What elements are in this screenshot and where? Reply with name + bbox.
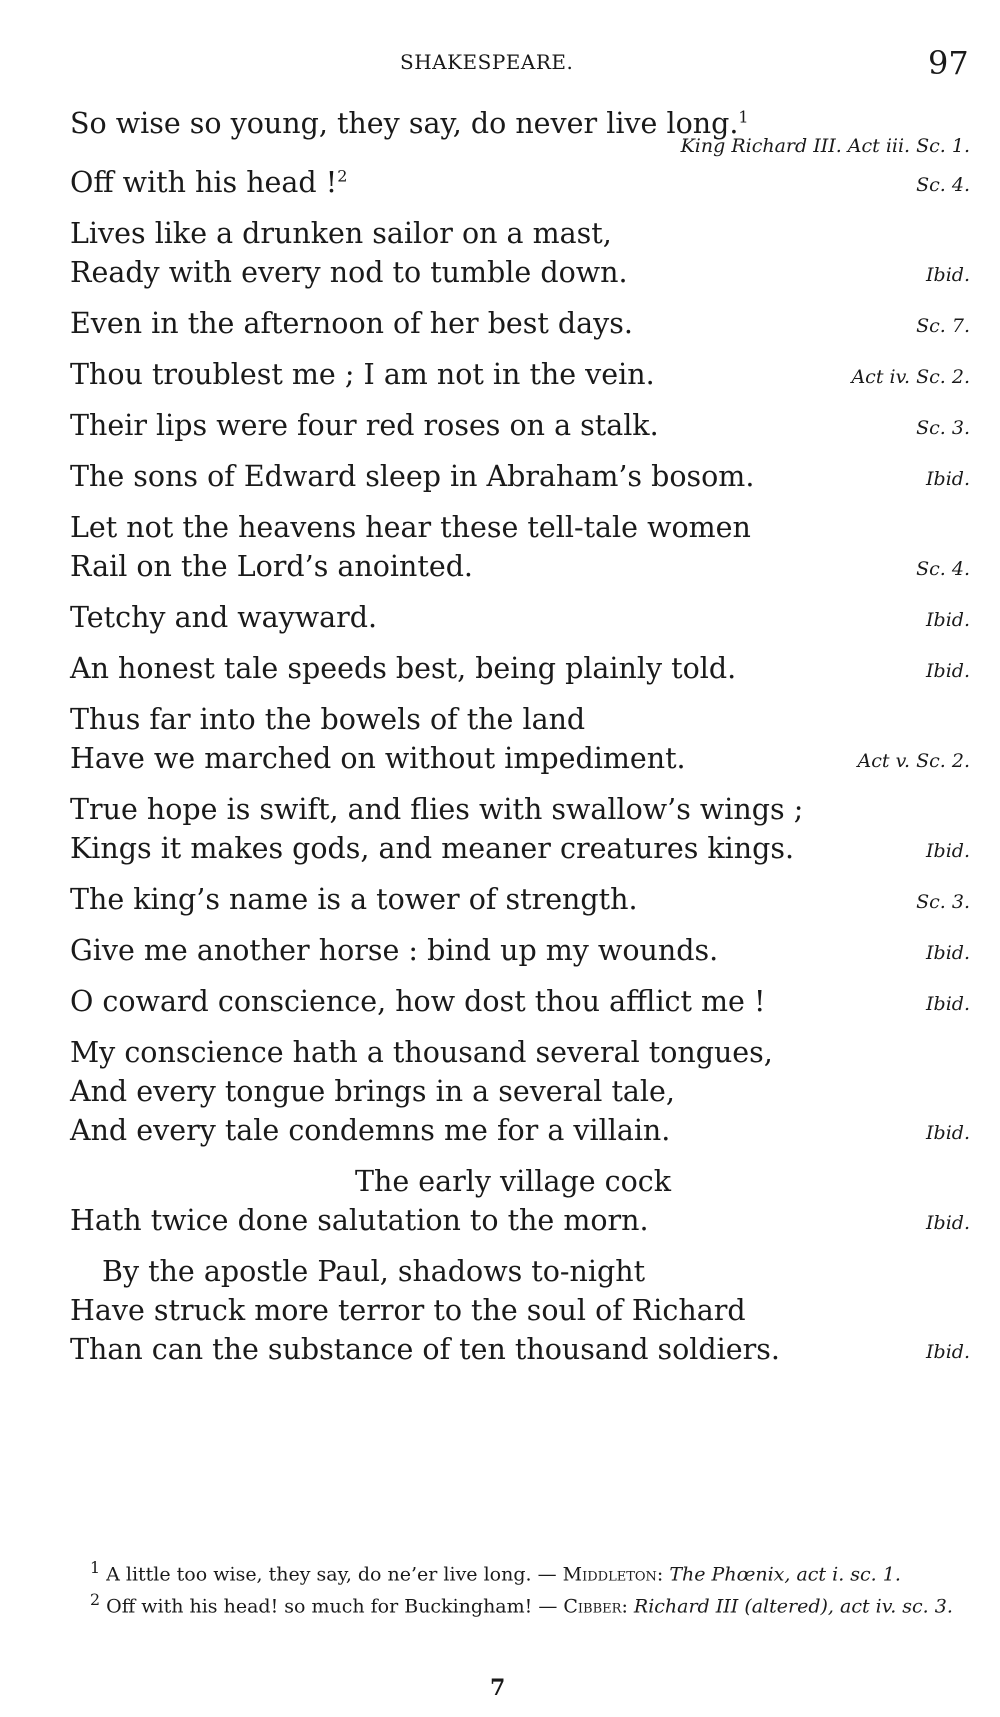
footnote-text: Off with his head! so much for Buckingham! — bbox=[106, 1595, 558, 1618]
quote-line: Even in the afternoon of her best days. bbox=[70, 307, 633, 340]
quote-entry bbox=[70, 880, 970, 919]
footnote: $^1$ A little too wise, they say, do ne’er live long. — Middleton: The Phœnix, act i. sc. 1. bbox=[90, 1558, 901, 1586]
quote-line: Their lips were four red roses on a stalk. bbox=[70, 409, 659, 442]
quote-line: The early village cock bbox=[355, 1165, 672, 1198]
quote-line: And every tale condemns me for a villain. bbox=[70, 1114, 671, 1147]
quote-source: King Richard III. Act iii. Sc. 1. bbox=[680, 135, 970, 157]
quote-source: Sc. 7. bbox=[916, 315, 970, 337]
quote-line: By the apostle Paul, shadows to-night bbox=[102, 1255, 646, 1288]
quote-entry bbox=[70, 304, 970, 343]
quote-entry bbox=[70, 355, 970, 394]
footnote-ref: 2 bbox=[337, 166, 348, 186]
quote-entry bbox=[70, 1033, 970, 1150]
quote-entry bbox=[70, 931, 970, 970]
quote-source: Ibid. bbox=[926, 264, 970, 286]
quotations bbox=[70, 104, 970, 1381]
quote-entry bbox=[70, 598, 970, 637]
quote-entry bbox=[70, 457, 970, 496]
quote-source: Sc. 4. bbox=[916, 558, 970, 580]
quote-entry bbox=[70, 104, 970, 157]
quote-entry bbox=[70, 982, 970, 1021]
quote-line: The sons of Edward sleep in Abraham’s bosom. bbox=[70, 460, 755, 493]
footnote-ref: 1 bbox=[738, 107, 749, 127]
footnote-text: A little too wise, they say, do ne’er live long. — bbox=[106, 1563, 557, 1586]
quote-line: Lives like a drunken sailor on a mast, bbox=[70, 217, 612, 250]
quote-entry bbox=[70, 700, 970, 778]
quote-source: Ibid. bbox=[926, 609, 970, 631]
quote-entry bbox=[70, 508, 970, 586]
footnote-work: Richard III (altered), act iv. sc. 3. bbox=[633, 1595, 953, 1618]
quote-entry bbox=[70, 406, 970, 445]
quote-line: Thus far into the bowels of the land bbox=[70, 703, 586, 736]
quote-line: Rail on the Lord’s anointed. bbox=[70, 550, 473, 583]
quote-source: Sc. 4. bbox=[916, 174, 970, 196]
quote-source: Ibid. bbox=[926, 660, 970, 682]
quote-line: Tetchy and wayward. bbox=[70, 601, 378, 634]
quote-line: Off with his head !$^2$ bbox=[70, 166, 348, 199]
footnote-number: 2 bbox=[90, 1590, 101, 1610]
quote-source: Ibid. bbox=[926, 840, 970, 862]
footnotes bbox=[70, 1555, 972, 1620]
quote-line: Have we marched on without impediment. bbox=[70, 742, 686, 775]
quote-entry bbox=[70, 1162, 970, 1240]
quote-entry bbox=[70, 649, 970, 688]
quote-source: Ibid. bbox=[926, 1122, 970, 1144]
quote-line: And every tongue brings in a several tale, bbox=[70, 1075, 675, 1108]
quote-line: The king’s name is a tower of strength. bbox=[70, 883, 638, 916]
quote-entry bbox=[70, 790, 970, 868]
quote-source: Sc. 3. bbox=[916, 891, 970, 913]
quote-line: My conscience hath a thousand several tongues, bbox=[70, 1036, 773, 1069]
footnote-number: 1 bbox=[90, 1558, 101, 1577]
quote-line: So wise so young, they say, do never live long.$^1$ bbox=[70, 107, 749, 140]
quote-source: Ibid. bbox=[926, 993, 970, 1015]
quote-source: Sc. 3. bbox=[916, 417, 970, 439]
quote-line: Thou troublest me ; I am not in the vein. bbox=[70, 358, 655, 391]
signature-mark: 7 bbox=[490, 1675, 506, 1701]
quote-line: Let not the heavens hear these tell-tale women bbox=[70, 511, 751, 544]
quote-line: Hath twice done salutation to the morn. bbox=[70, 1204, 649, 1237]
page-number: 97 bbox=[928, 44, 969, 82]
running-title: SHAKESPEARE. bbox=[400, 50, 574, 74]
quote-entry bbox=[70, 1252, 970, 1369]
quote-source: Act iv. Sc. 2. bbox=[851, 366, 970, 388]
quote-line: O coward conscience, how dost thou afflict me ! bbox=[70, 985, 766, 1018]
quote-entry bbox=[70, 214, 970, 292]
quote-source: Ibid. bbox=[926, 1212, 970, 1234]
quote-source: Ibid. bbox=[926, 1341, 970, 1363]
quote-line: Have struck more terror to the soul of Richard bbox=[70, 1294, 746, 1327]
running-head bbox=[0, 44, 1000, 88]
quote-source: Ibid. bbox=[926, 942, 970, 964]
quote-line: Ready with every nod to tumble down. bbox=[70, 256, 628, 289]
footnote: $^2$ Off with his head! so much for Buckingham! — Cibber: Richard III (altered), act iv. sc. 3. bbox=[90, 1590, 953, 1618]
quote-entry bbox=[70, 163, 970, 202]
footnote-author: Middleton bbox=[562, 1563, 657, 1586]
quote-source: Ibid. bbox=[926, 468, 970, 490]
quote-line: Than can the substance of ten thousand soldiers. bbox=[70, 1333, 780, 1366]
quote-line: Kings it makes gods, and meaner creatures kings. bbox=[70, 832, 795, 865]
footnote-work: The Phœnix, act i. sc. 1. bbox=[669, 1563, 901, 1586]
quote-source: Act v. Sc. 2. bbox=[857, 750, 970, 772]
quote-line: True hope is swift, and flies with swallow’s wings ; bbox=[70, 793, 804, 826]
quote-line: Give me another horse : bind up my wounds. bbox=[70, 934, 719, 967]
quote-line: An honest tale speeds best, being plainly told. bbox=[70, 652, 737, 685]
footnote-author: Cibber bbox=[563, 1595, 622, 1618]
